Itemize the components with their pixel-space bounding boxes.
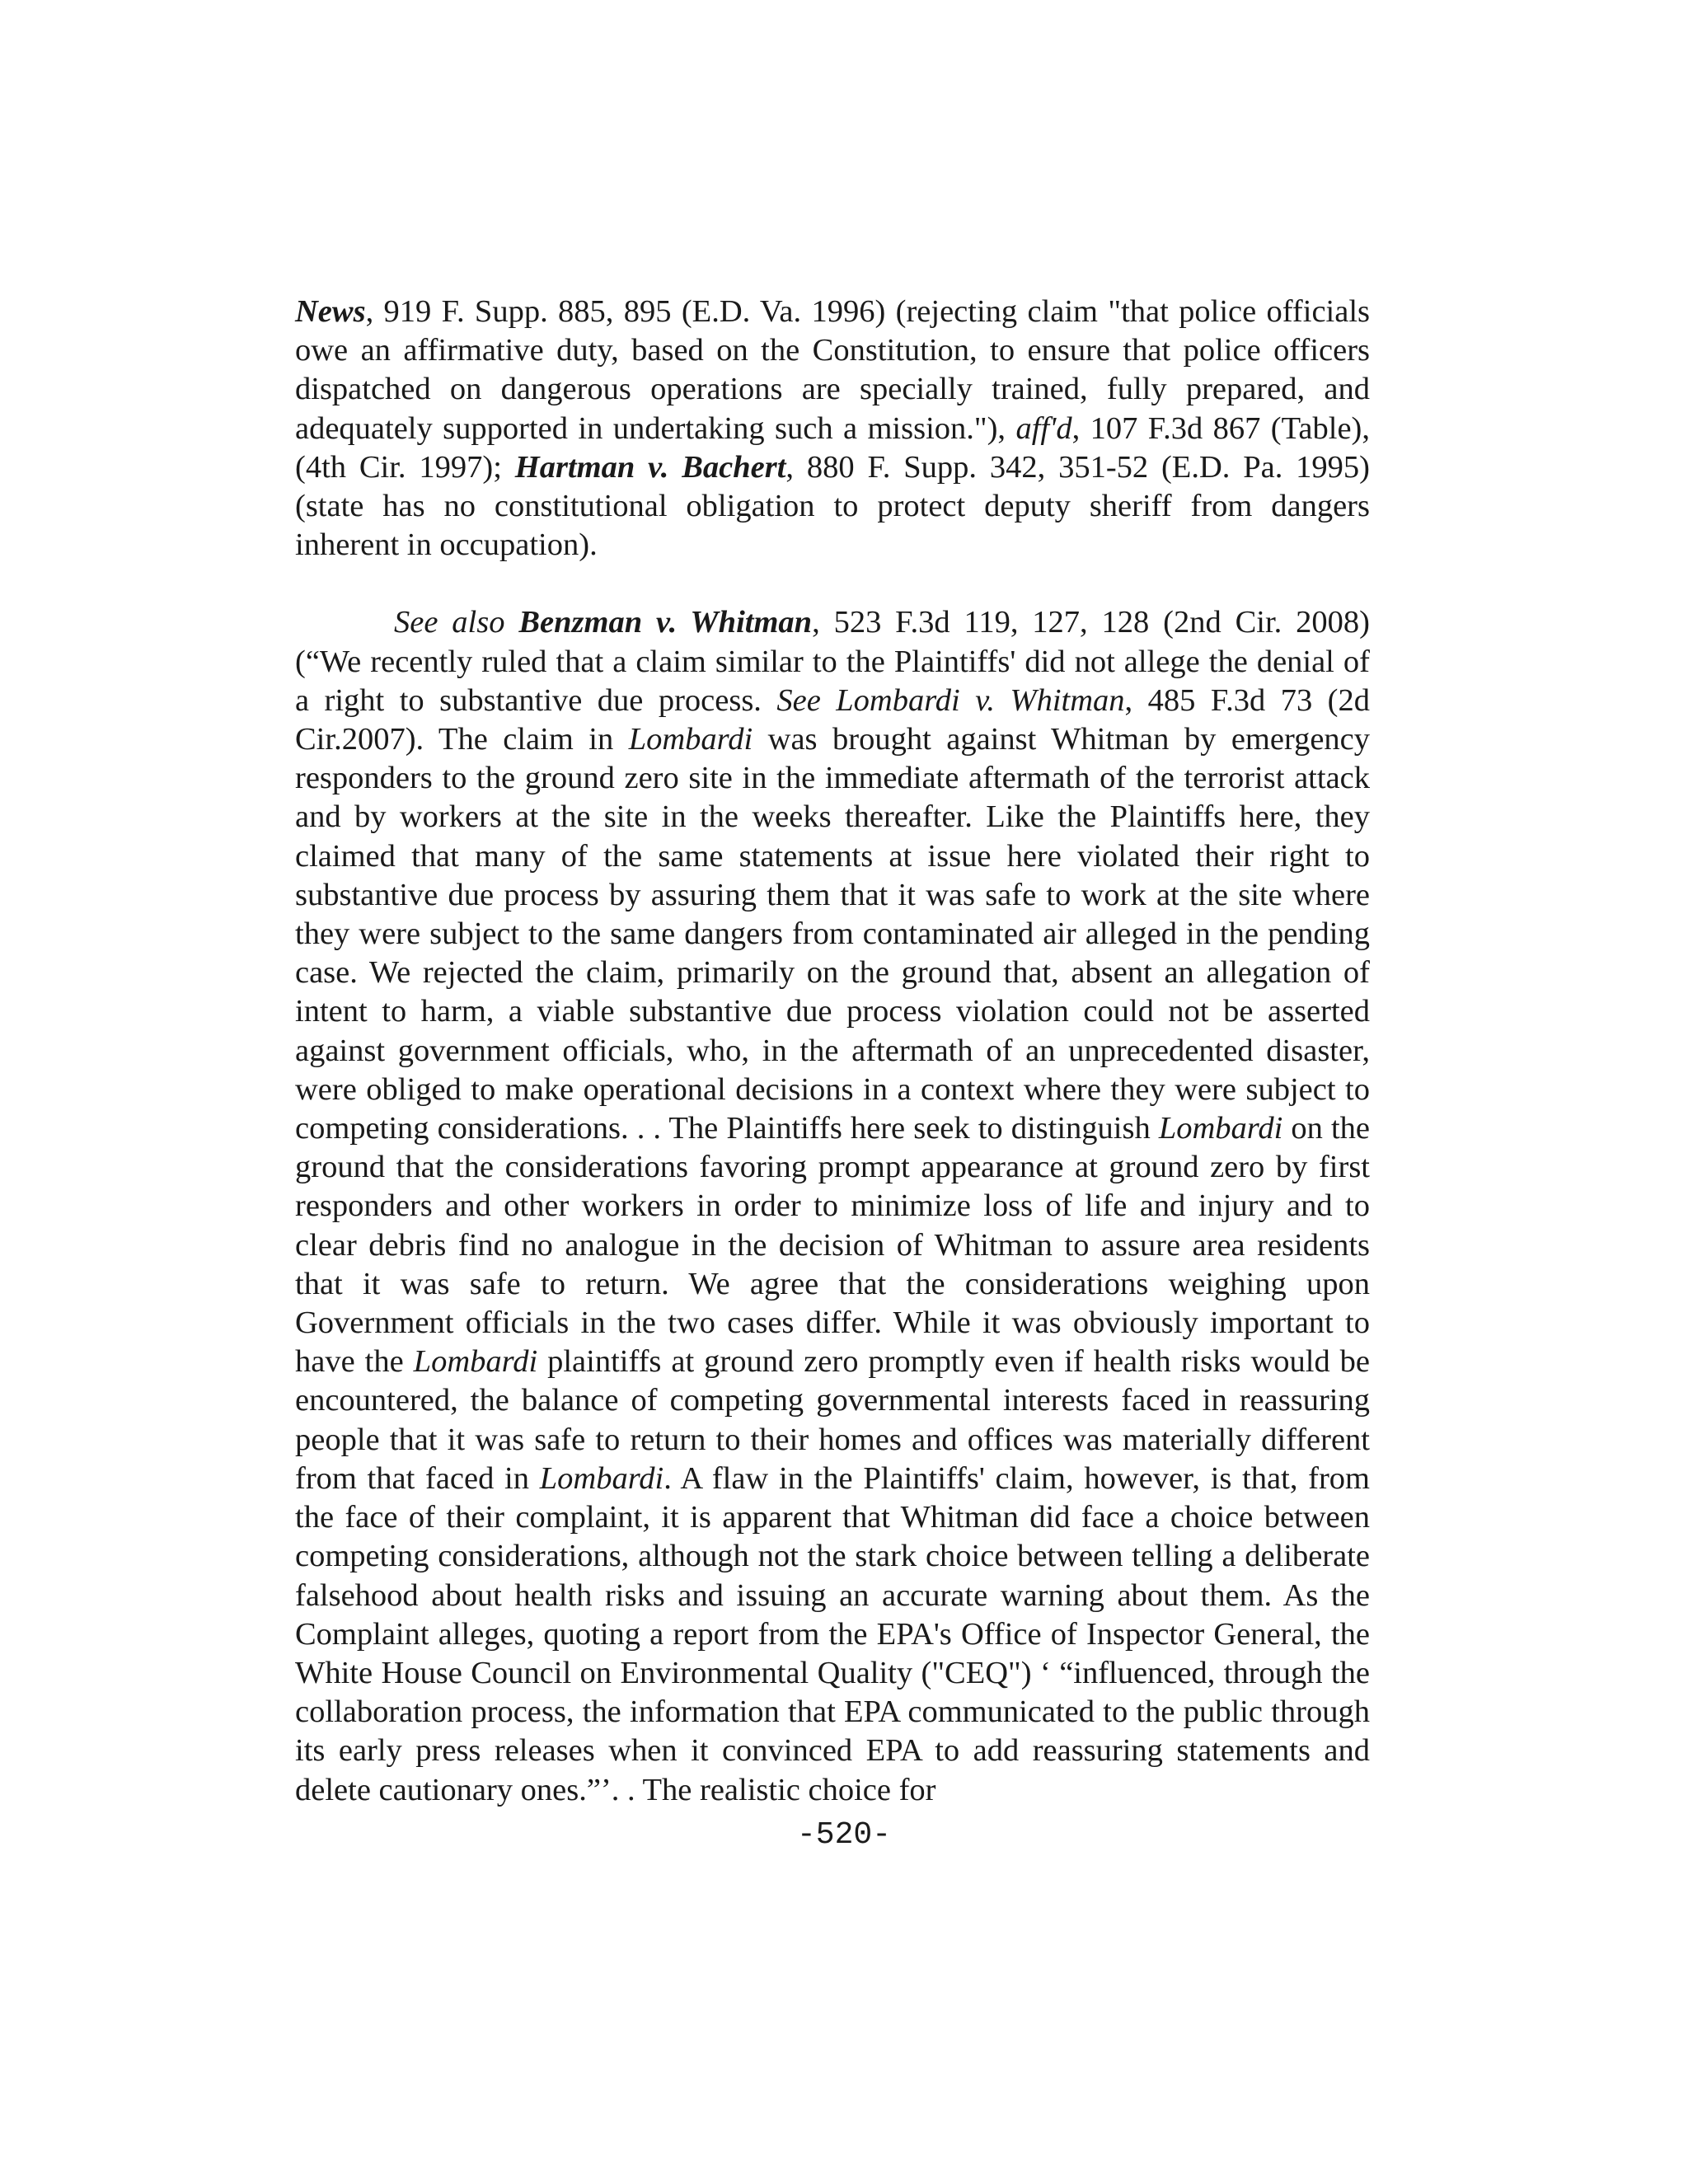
affd-signal: aff'd: [1015, 410, 1072, 446]
page-number: -520-: [796, 1817, 892, 1853]
quotation-text: . A flaw in the Plaintiffs' claim, however, is that, from the face of their complaint, it is apparent that Whitman did face a choice between competing considerations, although not the stark choice between telling a deliberate falsehood about health risks and issuing an accurate warning about them. As the Complaint alleges, quoting a report from the EPA's Office of Inspector General, the White House Council on Environmental Quality ("CEQ") ‘ “influenced, through the collaboration process, the information that EPA communicated to the public through its early press releases when it convinced EPA to add reassuring statements and delete cautionary ones.”’. . The realistic choice for: [295, 1460, 1370, 1807]
quotation-text: , 523 F.3d 119, 127, 128 (2nd Cir. 2008) (“We recently ruled that a claim similar to the Plaintiffs' did not allege the denial of a right to substantive due process.: [295, 605, 1370, 718]
case-name-news: News: [295, 294, 366, 329]
case-name-lombardi: Lombardi: [628, 722, 753, 757]
paragraph-news-hartman: [295, 293, 1370, 565]
citation-text: , 919 F. Supp. 885, 895 (E.D. Va. 1996) (rejecting claim "that police officials owe an affirmative duty, based on the Constitution, to ensure that police officers dispatched on dangerous operations are specially trained, fully prepared, and adequately supported in undertaking such a mission."),: [295, 294, 1370, 446]
case-name-lombardi: Lombardi: [1158, 1111, 1283, 1146]
quotation-text: plaintiffs at ground zero promptly even if health risks would be encountered, the balance of competing governmental interests faced in reassuring people that it was safe to return to their homes and offices was materially different from that faced in: [295, 1344, 1370, 1496]
quotation-text: was brought against Whitman by emergency responders to the ground zero site in the immediate aftermath of the terrorist attack and by workers at the site in the weeks thereafter. Like the Plaintiffs here, they claimed that many of the same statements at issue here violated their right to substantive due process by assuring them that it was safe to work at the site where they were subject to the same dangers from contaminated air alleged in the pending case. We rejected the claim, primarily on the ground that, absent an allegation of intent to harm, a viable substantive due process violation could not be asserted against government officials, who, in the aftermath of an unprecedented disaster, were obliged to make operational decisions in a context where they were subject to competing considerations. . . The Plaintiffs here seek to distinguish: [295, 722, 1370, 1146]
case-name-hartman: Hartman v. Bachert: [514, 449, 786, 485]
citation-text: , 880 F. Supp. 342, 351-52 (E.D. Pa. 1995) (state has no constitutional obligation to protect deputy sheriff from dangers inherent in occupation).: [295, 449, 1370, 563]
quotation-text: on the ground that the considerations favoring prompt appearance at ground zero by first responders and other workers in order to minimize loss of life and injury and to clear debris find no analogue in the decision of Whitman to assure area residents that it was safe to return. We agree that the considerations weighing upon Government officials in the two cases differ. While it was obviously important to have the: [295, 1111, 1370, 1380]
case-name-lombardi: Lombardi: [539, 1460, 664, 1496]
citation-text: , 107 F.3d 867 (Table), (4th Cir. 1997);: [295, 410, 1370, 485]
case-name-lombardi-cite: See Lombardi v. Whitman: [776, 682, 1125, 718]
see-also-signal: See also: [394, 605, 519, 640]
case-name-lombardi: Lombardi: [413, 1344, 538, 1380]
paragraph-benzman: [295, 603, 1370, 1809]
document-body: [295, 293, 1370, 1810]
quotation-text: , 485 F.3d 73 (2d Cir.2007). The claim in: [295, 682, 1371, 757]
case-name-benzman: Benzman v. Whitman: [518, 605, 813, 640]
